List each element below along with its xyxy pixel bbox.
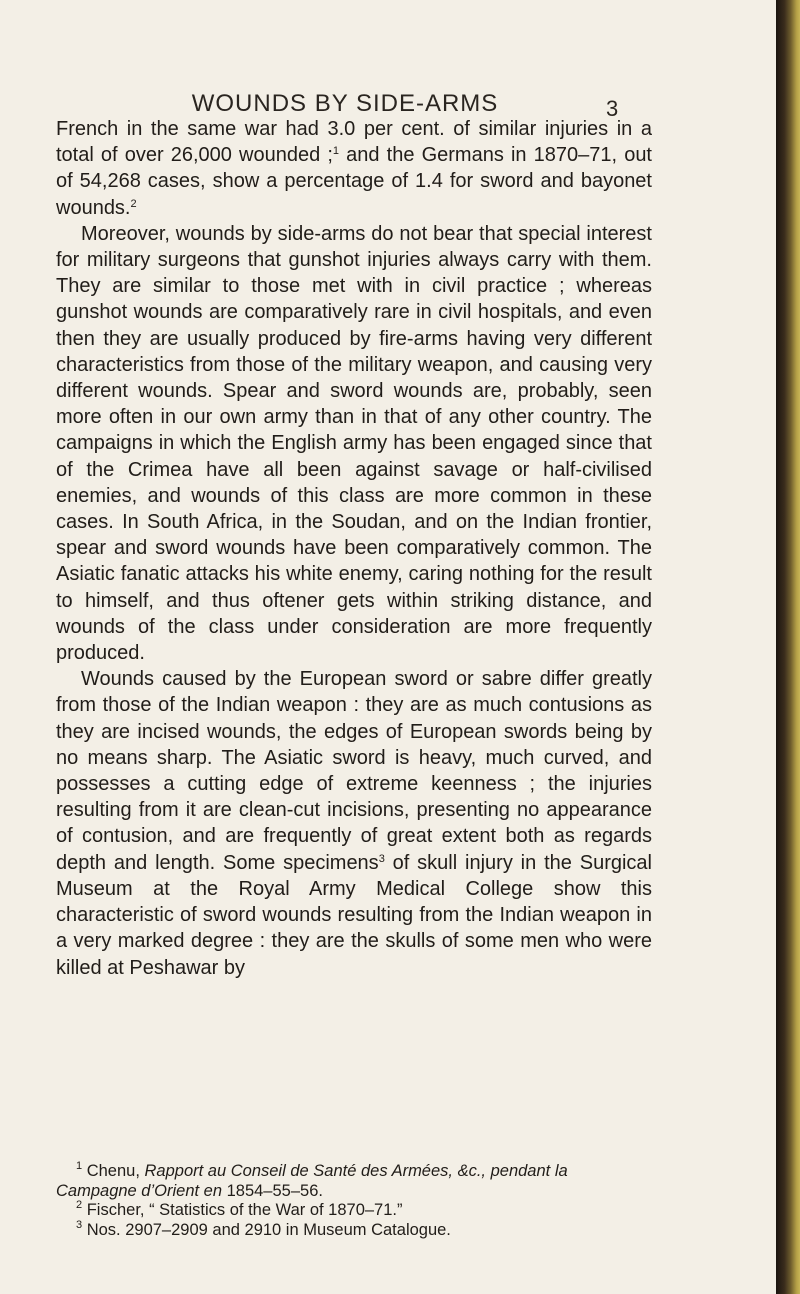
- text-run: Fischer, “ Statistics of the War of 1870–71.”: [86, 1201, 403, 1219]
- footnote-reference: 3: [378, 852, 385, 865]
- paragraph: [56, 116, 652, 221]
- paragraph: [56, 666, 652, 980]
- footnote-reference: 2: [130, 197, 137, 210]
- footnotes: [56, 1162, 652, 1240]
- footnote: [56, 1162, 652, 1201]
- text-run: Chenu,: [86, 1162, 145, 1180]
- footnote-mark: 3: [76, 1218, 83, 1231]
- text-run: of skull injury in the Surgical Museum at the Royal Army Medical College show this characteristic of sword wounds resulting from the Indian weapon in a very marked degree : they are the skulls of some men who were killed at Peshawar by: [56, 851, 652, 979]
- page-number: 3: [606, 96, 619, 121]
- footnote: [56, 1218, 652, 1241]
- text-run: 1854–55–56.: [222, 1181, 323, 1200]
- footnote-mark: 1: [76, 1160, 83, 1172]
- text-run: French in the same war had 3.0 per cent. of similar injuries in a total of over 26,000 wounded ;: [56, 118, 652, 167]
- paragraph: [56, 221, 652, 666]
- footnote-mark: 2: [76, 1199, 83, 1211]
- text-run: Moreover, wounds by side-arms do not bear that special interest for military surgeons that gunshot injuries always carry with them. They are similar to those met with in civil practice ; whereas gunshot wounds are comparatively rare in civil hospitals, and even then they are usually produced by fire-arms having very different characteristics from those of the military weapon, and causing very different wounds. Spear and sword wounds are, probably, seen more often in our own army than in that of any other country. The campaigns in which the English army has been engaged since that of the Crimea have all been against savage or half-civilised enemies, and wounds of this class are more common in these cases. In South Africa, in the Soudan, and on the Indian frontier, spear and sword wounds have been comparatively common. The Asiatic fanatic attacks his white enemy, caring nothing for the result to himself, and thus oftener gets within striking distance, and wounds of the class under consideration are more frequently produced.: [56, 222, 652, 665]
- text-run: and the Germans in 1870–71, out of 54,268 cases, show a percentage of 1.4 for sword and bayonet wounds.: [56, 144, 652, 219]
- italic-title: Rapport au Conseil de Santé des Armées, &c., pendant la Campagne d’Orient en: [56, 1162, 568, 1200]
- text-run: Nos. 2907–2909 and 2910 in Museum Catalogue.: [86, 1220, 451, 1239]
- running-title: WOUNDS BY SIDE-ARMS: [191, 90, 499, 117]
- book-binding-edge: [776, 0, 800, 1294]
- footnote: [56, 1201, 652, 1221]
- text-run: Wounds caused by the European sword or sabre differ greatly from those of the Indian weapon : they are as much contusions as they are incised wounds, the edges of European swords being by no means sharp. The Asiatic sword is heavy, much curved, and possesses a cutting edge of extreme keenness ; the injuries resulting from it are clean-cut incisions, presenting no appearance of contusion, and are frequently of great extent both as regards depth and length. Some specimens: [56, 668, 652, 874]
- footnote-reference: 1: [332, 145, 340, 158]
- body-text: [56, 116, 652, 981]
